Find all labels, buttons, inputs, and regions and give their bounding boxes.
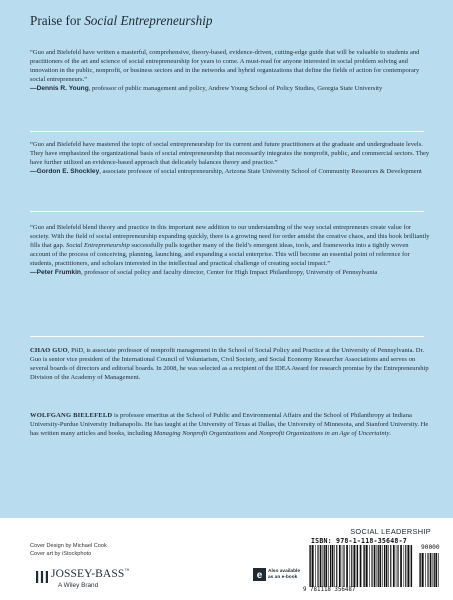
svg-text:e: e <box>256 570 263 581</box>
barcode-bar <box>334 545 335 587</box>
quote-text-a: “Guo and Bielefeld blend theory and practice in this important new addition to our understanding of the way social entrepreneurs create value for society. With the field of social entrepreneurship expanding quickly, there is a growing need for order amidst the creative chaos, and this book brilliantly fills that gap. <box>30 224 430 249</box>
barcode-addon-bars <box>419 553 441 587</box>
barcode-bar <box>339 545 341 587</box>
author-bio-text-c: . <box>389 429 391 437</box>
barcode-bar <box>323 545 324 587</box>
divider-rule <box>30 131 424 132</box>
barcode-bar <box>430 553 432 587</box>
cover-design-credit: Cover Design by Michael Cook <box>30 543 107 549</box>
barcode-bar <box>422 553 424 587</box>
barcode-bar <box>332 545 334 587</box>
barcode-bar <box>336 545 337 587</box>
author-degree: , PhD <box>67 347 84 354</box>
ebook-text: Also available as an e-book <box>268 569 300 580</box>
author-name: CHAO GUO <box>30 347 68 354</box>
jossey-bass-icon <box>34 569 50 585</box>
barcode-bar <box>360 545 362 587</box>
category-label: SOCIAL LEADERSHIP <box>350 527 431 536</box>
author-bio-guo <box>30 347 430 383</box>
barcode-bar <box>310 545 311 587</box>
barcode-bar <box>343 545 344 587</box>
barcode-bar <box>411 545 412 587</box>
divider-rule <box>30 336 424 337</box>
barcode-bar <box>350 545 351 587</box>
barcode-bar <box>384 545 385 587</box>
quote-text-b: successfully pulls together many of the field’s emergent ideas, tools, and frameworks into a tightly woven account of the process of conceiving, planning, launching, and expanding a social enterprise. This will become an essential point of reference for students, practitioners, and scholars interested in the intellectual and practical challenge of creating social impact.” <box>30 241 410 267</box>
quote-author: —Dennis R. Young <box>30 84 89 92</box>
barcode-bar <box>393 545 395 587</box>
barcode-bar <box>312 545 314 587</box>
quote-text: “Guo and Bielefeld have mastered the topic of social entrepreneurship for its current and future practitioners at the graduate and undergraduate levels. They have emphasized the organizational basis of social entrepreneurship that necessarily integrates the nonprofit, public, and commercial sectors. They have further utilized an evidence-based approach that delicately balances theory and practice.” <box>30 141 430 166</box>
barcode-bar <box>425 553 426 587</box>
barcode-bar <box>397 545 398 587</box>
barcode-bar <box>438 553 439 587</box>
book-title: Managing Nonprofit Organizations <box>153 429 247 437</box>
barcode-bar <box>351 545 352 587</box>
praise-heading <box>30 13 213 29</box>
barcode-bar <box>420 553 421 587</box>
quote-book-title: Social Entrepreneurship <box>66 241 130 249</box>
barcode-bar <box>317 545 318 587</box>
praise-quote-frumkin <box>30 224 430 277</box>
barcode-bar <box>390 545 391 587</box>
barcode-bar <box>353 545 355 587</box>
barcode-bar <box>371 545 372 587</box>
cover-art-credit: Cover art by iStockphoto <box>30 550 92 557</box>
author-bio-bielefeld <box>30 412 430 439</box>
cover-credits <box>30 543 107 558</box>
publisher-logo <box>34 568 144 594</box>
barcode-bar <box>419 553 420 587</box>
quote-affiliation: , professor of public management and policy, Andrew Young School of Policy Studies, Georgia State University <box>88 84 383 92</box>
barcode-bar <box>356 545 357 587</box>
barcode-bar <box>382 545 383 587</box>
barcode-bar <box>427 553 428 587</box>
quote-author: —Gordon E. Shockley <box>30 167 100 175</box>
author-bio-text-a: is professor emeritus at the School of Public and Environmental Affairs and the School of Philanthropy at Indiana University-Purdue University Indianapolis. He has taught at the University of Texas at Dallas, the University of Minnesota, and Stanford University. He has written many articles and books, including <box>30 412 429 437</box>
barcode-bar <box>396 545 397 587</box>
barcode-bar <box>405 545 406 587</box>
barcode-bar <box>433 553 434 587</box>
barcode-bar <box>315 545 316 587</box>
barcode-bar <box>434 553 435 587</box>
barcode-bar <box>410 545 411 587</box>
price-code: 90000 <box>421 544 440 551</box>
barcode-bar <box>309 545 310 587</box>
quote-affiliation: , professor of social policy and faculty director, Center for High Impact Philanthropy, University of Pennsylvania <box>80 268 378 276</box>
author-bio-text: , is associate professor of nonprofit management in the School of Social Policy and Practice at the University of Pennsylvania. Dr. Guo is senior vice president of the International Council of Voluntarism, Civil Society, and Social Economy Researcher Associations and serves on several boards of directors and editorial boards. In 2008, he was selected as a recipient of the IDEA Award for research promise by the Entrepreneurship Division of the Academy of Management. <box>30 347 429 381</box>
ebook-icon <box>253 568 266 581</box>
isbn-label: ISBN: 978-1-118-35648-7 <box>311 537 407 545</box>
barcode-bar <box>324 545 325 587</box>
barcode-bar <box>364 545 365 587</box>
author-name: WOLFGANG BIELEFELD <box>30 412 113 419</box>
barcode-bar <box>386 545 388 587</box>
barcode-bar <box>330 545 331 587</box>
heading-book-title: Social Entrepreneurship <box>84 13 213 28</box>
barcode-bar <box>369 545 370 587</box>
barcode-bar <box>325 545 327 587</box>
quote-author: —Peter Frumkin <box>30 268 81 276</box>
publisher-name: JOSSEY-BASS™ <box>51 568 130 580</box>
author-bio-text-b: and <box>246 429 260 437</box>
barcode-bar <box>404 545 405 587</box>
quote-affiliation: , associate professor of social entrepreneurship, Arizona State University School of Community Resources & Development <box>99 167 422 175</box>
barcode-bar <box>378 545 379 587</box>
barcode-bar <box>366 545 368 587</box>
publisher-tagline: A Wiley Brand <box>58 582 99 589</box>
barcode-bar <box>388 545 389 587</box>
barcode-bar <box>435 553 437 587</box>
book-title: Nonprofit Organizations in an Age of Uncertainty <box>259 429 390 437</box>
barcode-bar <box>374 545 376 587</box>
barcode-bar <box>346 545 348 587</box>
barcode-bar <box>342 545 343 587</box>
divider-rule <box>30 211 424 212</box>
barcode-bar <box>407 545 409 587</box>
heading-prefix: Praise for <box>30 13 85 28</box>
barcode-bar <box>400 545 402 587</box>
barcode-bar <box>328 545 329 587</box>
barcode-bar <box>377 545 378 587</box>
barcode-bars <box>309 545 413 587</box>
quote-text: “Guo and Bielefeld have written a masterful, comprehensive, theory-based, evidence-driven, cutting-edge guide that will be valuable to students and practitioners of the art and science of social entrepreneurship for years to come. A must-read for anyone interested in social problem solving and innovation in the public, nonprofit, or business sectors and in the networks and hybrid organizations that define the fields of action for contemporary social entrepreneurs.” <box>30 49 420 83</box>
barcode-bar <box>320 545 322 587</box>
barcode-bar <box>363 545 364 587</box>
praise-quote-shockley <box>30 141 430 177</box>
barcode-bar <box>357 545 358 587</box>
praise-quote-young <box>30 49 430 94</box>
barcode <box>303 545 443 593</box>
barcode-digits: 9 781118 356487 <box>303 587 356 593</box>
barcode-bar <box>379 545 381 587</box>
